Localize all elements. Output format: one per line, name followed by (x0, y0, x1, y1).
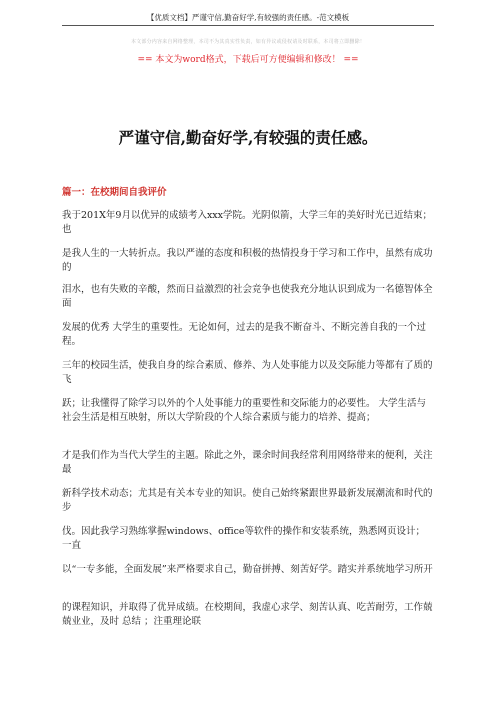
page-header-title: 【优质文档】严谨守信,勤奋好学,有较强的责任感。-范文模板 (146, 13, 350, 22)
body-paragraph: 的课程知识，并取得了优异成绩。在校期间，我虚心求学、刻苦认真、吃苦耐劳，工作兢兢业业，及时 总结 ；注重理论联 (62, 602, 433, 627)
section-heading: 篇一：在校期间自我评价 (62, 187, 167, 198)
disclaimer-text: 本文部分内容来自网络整理，本司不为其真实性负责，如有异议或侵权请及时联系，本司将立即删除！ (130, 39, 365, 45)
body-paragraph: 跃；让我懂得了除学习以外的个人处事能力的重要性和交际能力的必要性。 大学生活与社会生活是相互映射，所以大学阶段的个人综合素质与能力的培养、提高； (62, 398, 427, 423)
format-notice: == 本文为word格式，下载后可方便编辑和修改！ == (137, 55, 359, 65)
body-paragraph: 发展的优秀 大学生的重要性。无论如何，过去的是我不断奋斗、不断完善自我的一个过程。 (62, 322, 427, 347)
body-paragraph: 以“一专多能，全面发展”来严格要求自己，勤奋拼搏、刻苦好学。踏实并系统地学习所开 (62, 564, 433, 575)
body-paragraph: 是我人生的一大转折点。我以严谨的态度和积极的热情投身于学习和工作中，虽然有成功的 (62, 248, 433, 273)
body-paragraph: 才是我们作为当代大学生的主题。除此之外，课余时间我经常利用网络带来的便利，关注最 (62, 450, 433, 475)
body-paragraph: 三年的校园生活，使我自身的综合素质、修养、为人处事能力以及交际能力等都有了质的飞 (62, 360, 433, 385)
body-paragraph: 泪水，也有失败的辛酸，然而日益激烈的社会竞争也使我充分地认识到成为一名德智体全面 (62, 284, 433, 309)
body-paragraph: 新科学技术动态；尤其是有关本专业的知识。使自己始终紧跟世界最新发展潮流和时代的步 (62, 488, 433, 513)
body-paragraph: 伐。因此我学习熟练掌握windows、office等软件的操作和安装系统，熟悉网页设计；一直 (62, 526, 426, 551)
header-divider (62, 25, 434, 26)
body-paragraph: 我于201X年9月以优异的成绩考入xxx学院。光阴似箭，大学三年的美好时光已近结束；也 (62, 210, 433, 235)
document-title: 严谨守信,勤奋好学,有较强的责任感。 (118, 128, 378, 147)
